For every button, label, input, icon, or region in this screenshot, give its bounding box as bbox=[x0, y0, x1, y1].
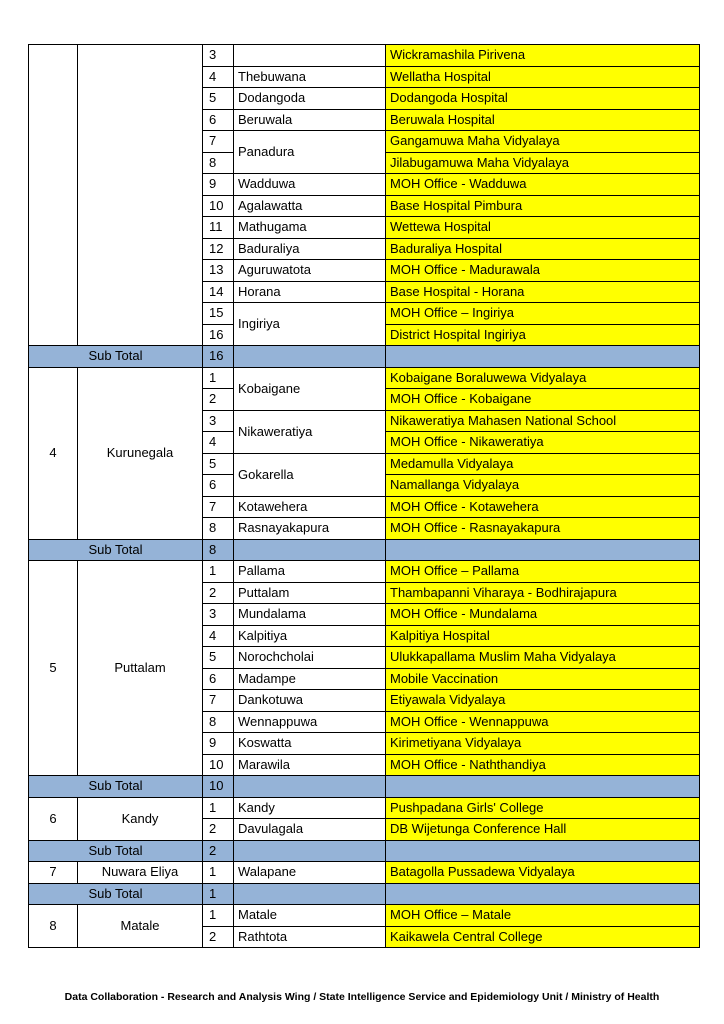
subtotal-row bbox=[29, 840, 700, 862]
division: Koswatta bbox=[234, 733, 386, 755]
location: Kobaigane Boraluwewa Vidyalaya bbox=[386, 367, 700, 389]
division: Rathtota bbox=[234, 926, 386, 948]
empty-cell bbox=[234, 346, 386, 368]
empty-cell bbox=[234, 883, 386, 905]
location: Wettewa Hospital bbox=[386, 217, 700, 239]
division: Aguruwatota bbox=[234, 260, 386, 282]
division: Rasnayakapura bbox=[234, 518, 386, 540]
location: Pushpadana Girls' College bbox=[386, 797, 700, 819]
location: Thambapanni Viharaya - Bodhirajapura bbox=[386, 582, 700, 604]
table-row bbox=[29, 561, 700, 583]
row-number: 5 bbox=[203, 453, 234, 475]
subtotal-value: 10 bbox=[203, 776, 234, 798]
division: Dankotuwa bbox=[234, 690, 386, 712]
row-number: 5 bbox=[203, 647, 234, 669]
row-number: 6 bbox=[203, 475, 234, 497]
subtotal-label: Sub Total bbox=[29, 840, 203, 862]
location: Kaikawela Central College bbox=[386, 926, 700, 948]
row-number: 9 bbox=[203, 733, 234, 755]
division: Ingiriya bbox=[234, 303, 386, 346]
row-number: 12 bbox=[203, 238, 234, 260]
table-row bbox=[29, 797, 700, 819]
row-number: 2 bbox=[203, 819, 234, 841]
vaccination-centres-table bbox=[28, 44, 700, 948]
location: Medamulla Vidyalaya bbox=[386, 453, 700, 475]
row-number: 13 bbox=[203, 260, 234, 282]
district-name: Matale bbox=[78, 905, 203, 948]
row-number: 8 bbox=[203, 152, 234, 174]
division: Beruwala bbox=[234, 109, 386, 131]
division: Matale bbox=[234, 905, 386, 927]
division: Kalpitiya bbox=[234, 625, 386, 647]
location: Beruwala Hospital bbox=[386, 109, 700, 131]
row-number: 9 bbox=[203, 174, 234, 196]
division: Gokarella bbox=[234, 453, 386, 496]
subtotal-label: Sub Total bbox=[29, 346, 203, 368]
location: MOH Office – Ingiriya bbox=[386, 303, 700, 325]
row-number: 16 bbox=[203, 324, 234, 346]
division: Wennappuwa bbox=[234, 711, 386, 733]
subtotal-row bbox=[29, 539, 700, 561]
district-index-cell bbox=[29, 45, 78, 346]
row-number: 8 bbox=[203, 518, 234, 540]
division: Nikaweratiya bbox=[234, 410, 386, 453]
division: Kotawehera bbox=[234, 496, 386, 518]
location: MOH Office - Rasnayakapura bbox=[386, 518, 700, 540]
division: Wadduwa bbox=[234, 174, 386, 196]
row-number: 7 bbox=[203, 690, 234, 712]
location: MOH Office - Kotawehera bbox=[386, 496, 700, 518]
subtotal-value: 16 bbox=[203, 346, 234, 368]
division: Panadura bbox=[234, 131, 386, 174]
location: District Hospital Ingiriya bbox=[386, 324, 700, 346]
empty-cell bbox=[234, 840, 386, 862]
location: Ulukkapallama Muslim Maha Vidyalaya bbox=[386, 647, 700, 669]
division: Puttalam bbox=[234, 582, 386, 604]
location: Etiyawala Vidyalaya bbox=[386, 690, 700, 712]
location: Namallanga Vidyalaya bbox=[386, 475, 700, 497]
location: Jilabugamuwa Maha Vidyalaya bbox=[386, 152, 700, 174]
subtotal-value: 2 bbox=[203, 840, 234, 862]
location: Kirimetiyana Vidyalaya bbox=[386, 733, 700, 755]
location: MOH Office - Madurawala bbox=[386, 260, 700, 282]
row-number: 14 bbox=[203, 281, 234, 303]
empty-cell bbox=[234, 539, 386, 561]
empty-cell bbox=[386, 539, 700, 561]
empty-cell bbox=[386, 346, 700, 368]
division: Mundalama bbox=[234, 604, 386, 626]
row-number: 6 bbox=[203, 668, 234, 690]
district-name: Puttalam bbox=[78, 561, 203, 776]
table-row bbox=[29, 862, 700, 884]
subtotal-label: Sub Total bbox=[29, 883, 203, 905]
division: Madampe bbox=[234, 668, 386, 690]
location: MOH Office - Naththandiya bbox=[386, 754, 700, 776]
location: Wellatha Hospital bbox=[386, 66, 700, 88]
row-number: 8 bbox=[203, 711, 234, 733]
location: MOH Office - Kobaigane bbox=[386, 389, 700, 411]
subtotal-row bbox=[29, 346, 700, 368]
location: Dodangoda Hospital bbox=[386, 88, 700, 110]
location: MOH Office – Matale bbox=[386, 905, 700, 927]
division: Kobaigane bbox=[234, 367, 386, 410]
district-name: Kandy bbox=[78, 797, 203, 840]
subtotal-value: 8 bbox=[203, 539, 234, 561]
table-row bbox=[29, 45, 700, 67]
division: Mathugama bbox=[234, 217, 386, 239]
row-number: 5 bbox=[203, 88, 234, 110]
location: DB Wijetunga Conference Hall bbox=[386, 819, 700, 841]
row-number: 7 bbox=[203, 496, 234, 518]
district-index: 8 bbox=[29, 905, 78, 948]
location: Gangamuwa Maha Vidyalaya bbox=[386, 131, 700, 153]
division bbox=[234, 45, 386, 67]
empty-cell bbox=[386, 776, 700, 798]
subtotal-label: Sub Total bbox=[29, 776, 203, 798]
row-number: 7 bbox=[203, 131, 234, 153]
row-number: 1 bbox=[203, 905, 234, 927]
location: Nikaweratiya Mahasen National School bbox=[386, 410, 700, 432]
location: MOH Office - Wennappuwa bbox=[386, 711, 700, 733]
location: Batagolla Pussadewa Vidyalaya bbox=[386, 862, 700, 884]
row-number: 1 bbox=[203, 862, 234, 884]
row-number: 6 bbox=[203, 109, 234, 131]
row-number: 4 bbox=[203, 432, 234, 454]
location: Base Hospital - Horana bbox=[386, 281, 700, 303]
division: Marawila bbox=[234, 754, 386, 776]
row-number: 15 bbox=[203, 303, 234, 325]
location: MOH Office – Pallama bbox=[386, 561, 700, 583]
location: MOH Office - Wadduwa bbox=[386, 174, 700, 196]
division: Norochcholai bbox=[234, 647, 386, 669]
location: Base Hospital Pimbura bbox=[386, 195, 700, 217]
location: MOH Office - Mundalama bbox=[386, 604, 700, 626]
row-number: 10 bbox=[203, 754, 234, 776]
district-index: 5 bbox=[29, 561, 78, 776]
district-index: 7 bbox=[29, 862, 78, 884]
location: Baduraliya Hospital bbox=[386, 238, 700, 260]
division: Walapane bbox=[234, 862, 386, 884]
row-number: 3 bbox=[203, 45, 234, 67]
division: Dodangoda bbox=[234, 88, 386, 110]
division: Davulagala bbox=[234, 819, 386, 841]
location: Kalpitiya Hospital bbox=[386, 625, 700, 647]
division: Baduraliya bbox=[234, 238, 386, 260]
table-row bbox=[29, 905, 700, 927]
row-number: 2 bbox=[203, 389, 234, 411]
division: Kandy bbox=[234, 797, 386, 819]
row-number: 4 bbox=[203, 625, 234, 647]
row-number: 4 bbox=[203, 66, 234, 88]
empty-cell bbox=[386, 883, 700, 905]
empty-cell bbox=[234, 776, 386, 798]
division: Pallama bbox=[234, 561, 386, 583]
subtotal-row bbox=[29, 883, 700, 905]
location: Wickramashila Pirivena bbox=[386, 45, 700, 67]
subtotal-label: Sub Total bbox=[29, 539, 203, 561]
row-number: 2 bbox=[203, 582, 234, 604]
table-row bbox=[29, 367, 700, 389]
district-index: 4 bbox=[29, 367, 78, 539]
footer-credit: Data Collaboration - Research and Analysis Wing / State Intelligence Service and Epidemiology Unit / Ministry of Health bbox=[64, 991, 660, 1003]
subtotal-row bbox=[29, 776, 700, 798]
location: MOH Office - Nikaweratiya bbox=[386, 432, 700, 454]
row-number: 1 bbox=[203, 561, 234, 583]
row-number: 3 bbox=[203, 604, 234, 626]
location: Mobile Vaccination bbox=[386, 668, 700, 690]
division: Agalawatta bbox=[234, 195, 386, 217]
subtotal-value: 1 bbox=[203, 883, 234, 905]
row-number: 10 bbox=[203, 195, 234, 217]
row-number: 1 bbox=[203, 797, 234, 819]
district-name: Nuwara Eliya bbox=[78, 862, 203, 884]
district-name-cell bbox=[78, 45, 203, 346]
row-number: 2 bbox=[203, 926, 234, 948]
row-number: 11 bbox=[203, 217, 234, 239]
district-index: 6 bbox=[29, 797, 78, 840]
empty-cell bbox=[386, 840, 700, 862]
district-name: Kurunegala bbox=[78, 367, 203, 539]
division: Horana bbox=[234, 281, 386, 303]
division: Thebuwana bbox=[234, 66, 386, 88]
row-number: 3 bbox=[203, 410, 234, 432]
row-number: 1 bbox=[203, 367, 234, 389]
